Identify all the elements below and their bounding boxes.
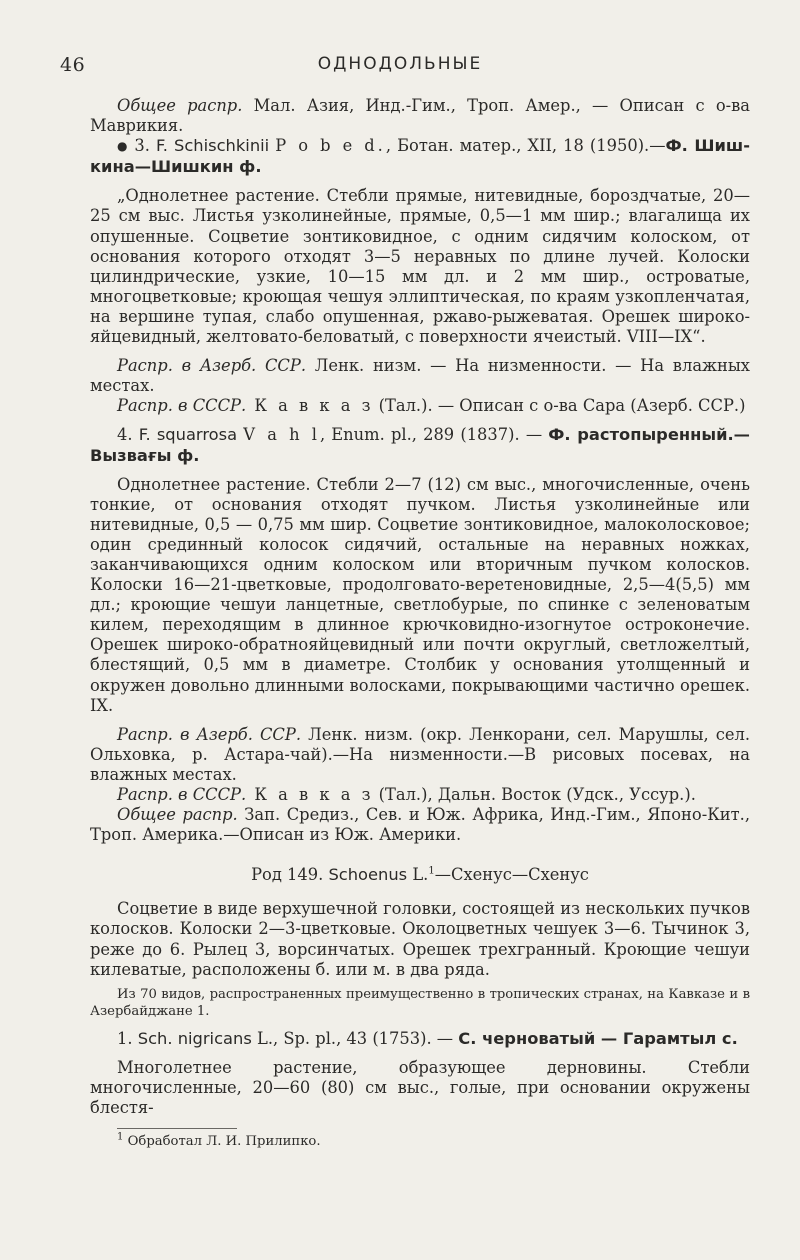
running-title: ОДНОДОЛЬНЫЕ xyxy=(317,54,483,74)
page-number: 46 xyxy=(60,54,86,76)
species-heading-3: ● 3. F. Schischkinii P o b e d., Ботан. матер., XII, 18 (1950).—Ф. Шиш-кина—Шишкин ф. xyxy=(90,136,750,177)
species-common-name: Ф. растопыренный.—Вызвағы ф. xyxy=(90,425,750,465)
species-description: Многолетнее растение, образующее дерновины. Стебли многочисленные, 20—60 (80) см выс., голые, при основании окружены блестя- xyxy=(90,1057,750,1118)
footnote-rule xyxy=(117,1128,237,1129)
distribution-paragraph: Распр. в Азерб. ССР. Ленк. низм. — На низменности. — На влажных местах. xyxy=(90,356,750,396)
genus-description: Соцветие в виде верхушечной головки, состоящей из нескольких пучков колосков. Колоски 2—3-цветковые. Околоцветных чешуек 3—6. Тычинок 3, реже до 6. Рылец 3, ворсинчатых. Орешек трехгранный. Кроющие чешуи килеватые, расположены б. или м. в два ряда. xyxy=(90,899,750,979)
species-name: F. Schischkinii xyxy=(156,136,270,156)
species-name: F. squarrosa xyxy=(138,425,238,445)
distribution-paragraph: Общее распр. Зап. Средиз., Сев. и Юж. Африка, Инд.-Гим., Японо-Кит., Троп. Америка.—Описан из Юж. Америки. xyxy=(90,805,751,845)
species-description: Однолетнее растение. Стебли 2—7 (12) см выс., многочисленные, очень тонкие, от основания отходят пучком. Листья узколинейные или нитевидные, 0,5 — 0,75 мм шир. Соцветие зонтиковидное, малоколосковое; один срединный колосок сидячий, остальные на неравных ножках, заканчивающихся одним колоском или вторичным пучком колосков. Колоски 16—21-цветковые, продолговато-веретеновидные, 2,5—4(5,5) мм дл.; кроющие чешуи ланцетные, светлобурые, по спинке с зеленоватым килем, переходящим в длинное крючковидно-изогнутое остроконечие. Орешек широко-обратнояйцевидный или почти округлый, светложелтый, блестящий, 0,5 мм в диаметре. Столбик у основания утолщенный и окружен довольно длинными волосками, покрывающими частично орешек. IX. xyxy=(90,474,750,715)
page-header xyxy=(0,54,800,78)
species-common-name: Ф. Шиш-кина—Шишкин ф. xyxy=(90,136,750,177)
genus-note: Из 70 видов, распространенных преимущественно в тропических странах, на Кавказе и в Азербайджане 1. xyxy=(90,986,750,1019)
genus-name: Schoenus xyxy=(328,865,408,885)
distribution-paragraph: Распр. в Азерб. ССР. Ленк. низм. (окр. Ленкорани, сел. Марушлы, сел. Ольховка, р. Астара-чай).—На низменности.—В рисовых посевах, на влажных местах. xyxy=(90,724,750,784)
footnote-ref: 1 xyxy=(428,865,435,877)
species-heading-4: 4. F. squarrosa V a h l, Enum. pl., 289 (1837). — Ф. растопыренный.—Вызвағы ф. xyxy=(90,425,750,465)
footnote: $^1$ Обработал Л. И. Прилипко. xyxy=(117,1131,321,1150)
species-name: Sch. nigricans xyxy=(137,1028,252,1048)
distribution-paragraph: Распр. в СССР. К а в к а з (Тал.), Дальн. Восток (Удск., Уссур.). xyxy=(117,785,696,804)
page-body xyxy=(90,96,750,1150)
bullet-icon: ● xyxy=(117,139,129,154)
species-common-name: С. черноватый — Гарамтыл с. xyxy=(458,1028,738,1048)
distribution-paragraph: Общее распр. Мал. Азия, Инд.-Гим., Троп. Амер., — Описан с о-ва Маврикия. xyxy=(90,96,750,136)
species-heading-1: 1. Sch. nigricans L., Sp. pl., 43 (1753). — С. черноватый — Гарамтыл с. xyxy=(117,1028,738,1048)
species-description: „Однолетнее растение. Стебли прямые, нитевидные, бороздчатые, 20—25 см выс. Листья узколинейные, прямые, 0,5—1 мм шир.; влагалища их опушенные. Соцветие зонтиковидное, с одним сидячим колоском, от основания которого отходят 3—5 неравных по длине лучей. Колоски цилиндрические, узкие, 10—15 мм дл. и 2 мм шир., островатые, многоцветковые; кроющая чешуя эллиптическая, по краям узкопленчатая, на вершине тупая, слабо опушенная, ржаво-рыжеватая. Орешек широко-яйцевидный, желтовато-беловатый, с поверхности ячеистый. VIII—IX“. xyxy=(90,186,750,347)
footnote-mark: 1 xyxy=(117,1131,124,1143)
genus-heading: Род 149. Schoenus L.$^1$—Схенус—Схенус xyxy=(251,865,589,885)
distribution-paragraph: Распр. в СССР. К а в к а з (Тал.). — Описан с о-ва Сара (Азерб. ССР.) xyxy=(117,396,746,416)
